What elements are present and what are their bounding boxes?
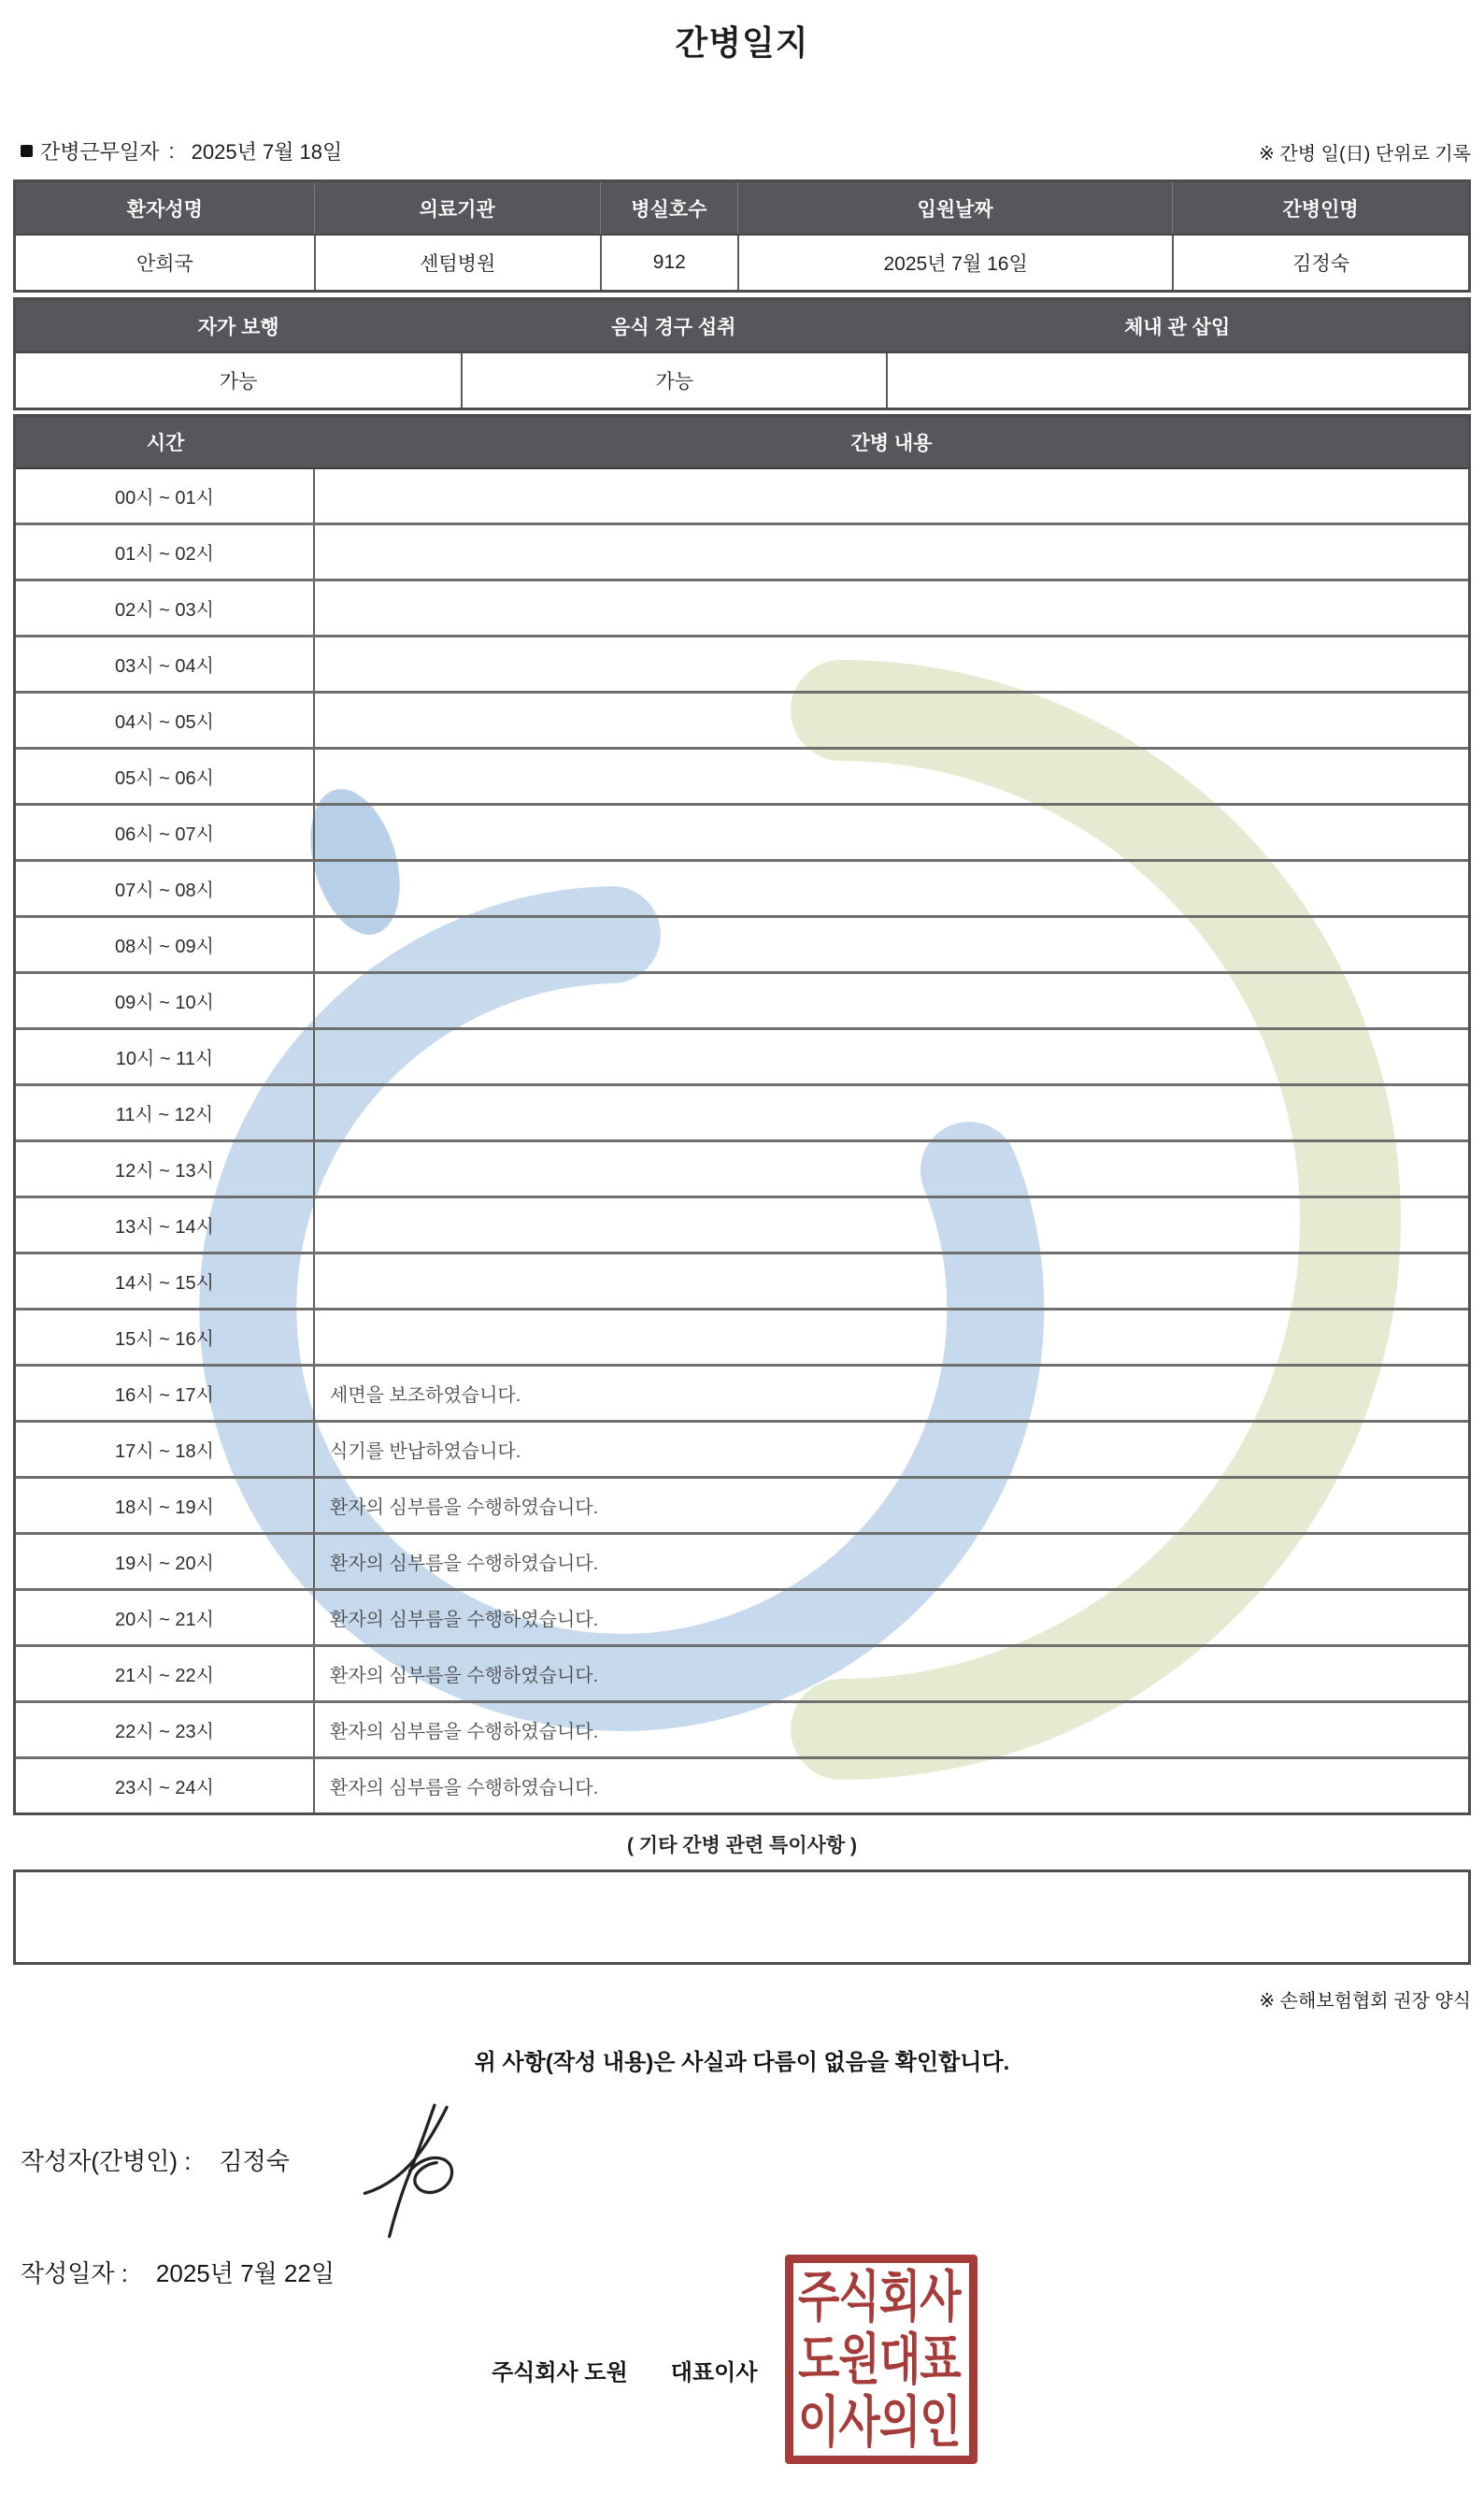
- special-notes-title: ( 기타 간병 관련 특이사항 ): [626, 1835, 858, 1856]
- time-table-row: [16, 523, 1468, 579]
- time-table-row: [16, 859, 1468, 915]
- seal-line: 이사의인: [798, 2390, 961, 2453]
- care-content-cell: 환자의 심부름을 수행하였습니다.: [330, 1666, 599, 1686]
- work-date-line: [21, 136, 342, 165]
- care-content-cell: 환자의 심부름을 수행하였습니다.: [330, 1778, 599, 1798]
- caregiver-name-header: 간병인명: [1172, 182, 1468, 234]
- work-date-value: 2025년 7월 18일: [191, 140, 343, 164]
- care-content-cell: [315, 637, 1468, 691]
- care-content-cell: [315, 1086, 1468, 1139]
- patient-status-table: [13, 297, 1471, 410]
- page-title: 간병일지: [675, 23, 809, 62]
- time-table-row: [16, 747, 1468, 803]
- room-number-value: 912: [600, 236, 737, 290]
- company-name: 주식회사 도원: [492, 2360, 628, 2385]
- patient-status-value-row: [16, 351, 1468, 408]
- room-number-header: 병실호수: [600, 182, 737, 234]
- care-content-cell: 환자의 심부름을 수행하였습니다.: [330, 1554, 599, 1574]
- work-date-separator: :: [168, 138, 175, 163]
- care-content-cell: [315, 862, 1468, 915]
- care-content-cell: 환자의 심부름을 수행하였습니다.: [330, 1722, 599, 1742]
- time-cell: 13시 ~ 14시: [16, 1198, 315, 1252]
- written-date-line: [21, 2255, 335, 2289]
- time-cell: 21시 ~ 22시: [16, 1647, 315, 1700]
- time-cell: 16시 ~ 17시: [16, 1367, 315, 1420]
- care-content-cell: [315, 694, 1468, 747]
- unit-note: ※ 간병 일(日) 단위로 기록: [1259, 144, 1471, 165]
- time-cell: 07시 ~ 08시: [16, 862, 315, 915]
- care-content-cell: [315, 525, 1468, 579]
- writer-label: 작성자(간병인) :: [21, 2147, 192, 2175]
- work-date-label: 간병근무일자: [40, 140, 160, 164]
- care-content-column-header: 간병 내용: [850, 433, 933, 454]
- time-table-row: [16, 915, 1468, 971]
- time-cell: 14시 ~ 15시: [16, 1254, 315, 1308]
- time-cell: 00시 ~ 01시: [16, 469, 315, 523]
- time-table-body: [16, 469, 1468, 1812]
- time-table-row: [16, 1700, 1468, 1756]
- care-content-cell: [315, 806, 1468, 859]
- seal-line: 도원대표: [798, 2328, 961, 2391]
- caregiver-name-value: 김정숙: [1172, 236, 1468, 290]
- time-cell: 01시 ~ 02시: [16, 525, 315, 579]
- time-cell: 06시 ~ 07시: [16, 806, 315, 859]
- care-content-cell: [315, 974, 1468, 1027]
- patient-info-value-row: [16, 234, 1468, 290]
- patient-info-table: [13, 179, 1471, 293]
- time-table-row: [16, 1027, 1468, 1083]
- seal-line: 주식회사: [798, 2266, 961, 2328]
- special-notes-box: [13, 1870, 1471, 1965]
- time-table-row: [16, 1308, 1468, 1364]
- time-table-row: [16, 469, 1468, 523]
- time-table-row: [16, 1252, 1468, 1308]
- time-cell: 10시 ~ 11시: [16, 1030, 315, 1083]
- admission-date-value: 2025년 7월 16일: [737, 236, 1172, 290]
- oral-intake-header: 음식 경구 섭취: [611, 316, 736, 338]
- care-content-cell: [315, 1142, 1468, 1196]
- time-table-row: [16, 1756, 1468, 1812]
- time-cell: 08시 ~ 09시: [16, 918, 315, 971]
- time-table-row: [16, 1196, 1468, 1252]
- time-table-row: [16, 1532, 1468, 1588]
- ceo-title: 대표이사: [670, 2360, 758, 2385]
- time-column-header: 시간: [146, 433, 185, 454]
- care-log-header-row: [16, 417, 1468, 469]
- time-cell: 22시 ~ 23시: [16, 1703, 315, 1756]
- time-table-row: [16, 1476, 1468, 1532]
- time-table-row: [16, 971, 1468, 1027]
- time-cell: 20시 ~ 21시: [16, 1591, 315, 1644]
- body-tube-header: 체내 관 삽입: [1124, 316, 1231, 338]
- time-cell: 19시 ~ 20시: [16, 1535, 315, 1588]
- care-content-cell: [315, 750, 1468, 803]
- patient-name-header: 환자성명: [126, 198, 203, 221]
- time-cell: 05시 ~ 06시: [16, 750, 315, 803]
- square-bullet-icon: [21, 145, 33, 157]
- time-table-row: [16, 1083, 1468, 1139]
- time-table-row: [16, 1644, 1468, 1700]
- care-content-cell: [315, 469, 1468, 523]
- self-walking-value: 가능: [219, 371, 258, 393]
- time-cell: 12시 ~ 13시: [16, 1142, 315, 1196]
- care-content-cell: 환자의 심부름을 수행하였습니다.: [330, 1497, 599, 1518]
- oral-intake-value: 가능: [461, 353, 886, 408]
- care-content-cell: [315, 1030, 1468, 1083]
- care-content-cell: [315, 1311, 1468, 1364]
- writer-name: 김정숙: [219, 2147, 290, 2175]
- time-cell: 17시 ~ 18시: [16, 1423, 315, 1476]
- time-cell: 09시 ~ 10시: [16, 974, 315, 1027]
- self-walking-header: 자가 보행: [197, 316, 279, 338]
- care-content-cell: 세면을 보조하였습니다.: [330, 1385, 521, 1406]
- writer-line: [21, 2142, 290, 2177]
- corporate-seal-stamp: [785, 2255, 977, 2464]
- body-tube-value: [886, 353, 1468, 408]
- written-date-label: 작성일자 :: [21, 2259, 128, 2287]
- patient-status-header-row: [16, 300, 1468, 351]
- time-table-row: [16, 1420, 1468, 1476]
- time-table-row: [16, 579, 1468, 635]
- care-content-cell: [315, 918, 1468, 971]
- care-content-cell: [315, 1254, 1468, 1308]
- medical-institution-header: 의료기관: [314, 182, 600, 234]
- care-content-cell: [315, 1198, 1468, 1252]
- time-cell: 23시 ~ 24시: [16, 1759, 315, 1812]
- care-log-table: [13, 414, 1471, 1815]
- patient-name-value: 안희국: [136, 253, 193, 275]
- admission-date-header: 입원날짜: [737, 182, 1172, 234]
- handwritten-signature: [363, 2103, 465, 2242]
- care-content-cell: 환자의 심부름을 수행하였습니다.: [330, 1610, 599, 1630]
- time-cell: 11시 ~ 12시: [16, 1086, 315, 1139]
- time-table-row: [16, 1588, 1468, 1644]
- time-table-row: [16, 635, 1468, 691]
- time-table-row: [16, 803, 1468, 859]
- time-cell: 03시 ~ 04시: [16, 637, 315, 691]
- confirmation-statement: 위 사항(작성 내용)은 사실과 다름이 없음을 확인합니다.: [474, 2050, 1010, 2075]
- time-table-row: [16, 691, 1468, 747]
- care-content-cell: 식기를 반납하였습니다.: [330, 1441, 521, 1462]
- meta-row: [21, 136, 1471, 165]
- time-cell: 04시 ~ 05시: [16, 694, 315, 747]
- time-cell: 15시 ~ 16시: [16, 1311, 315, 1364]
- time-table-row: [16, 1139, 1468, 1196]
- time-table-row: [16, 1364, 1468, 1420]
- company-line: [492, 2354, 758, 2386]
- time-cell: 18시 ~ 19시: [16, 1479, 315, 1532]
- medical-institution-value: 센텀병원: [314, 236, 600, 290]
- insurance-form-note: ※ 손해보험협회 권장 양식: [1259, 1991, 1471, 2012]
- written-date-value: 2025년 7월 22일: [155, 2259, 335, 2287]
- patient-info-header-row: [16, 182, 1468, 234]
- time-cell: 02시 ~ 03시: [16, 581, 315, 635]
- care-content-cell: [315, 581, 1468, 635]
